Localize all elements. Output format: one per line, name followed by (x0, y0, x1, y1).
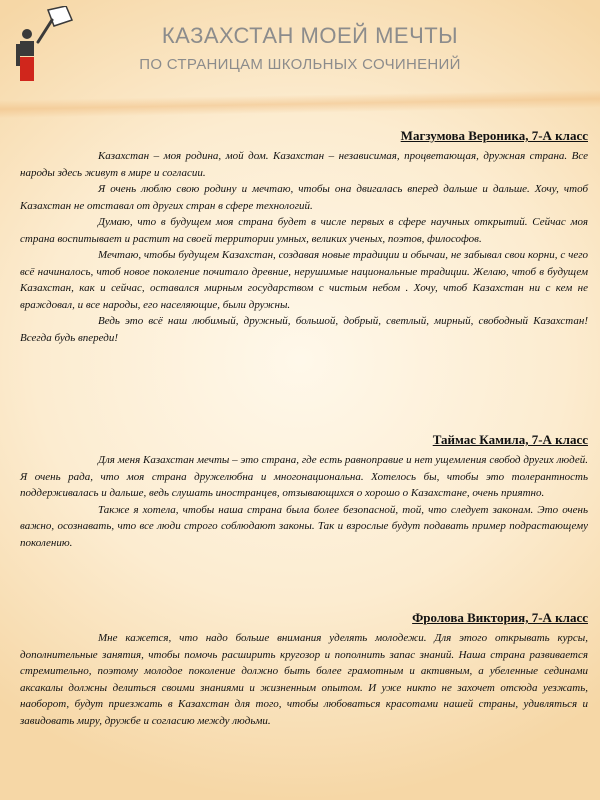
essay-section (20, 128, 588, 346)
essay-author: Таймас Камила, 7-А класс (432, 432, 588, 447)
page-title: КАЗАХСТАН МОЕЙ МЕЧТЫ (161, 23, 459, 48)
essay-author: Магзумова Вероника, 7-А класс (400, 128, 588, 143)
essay-paragraph: Я очень люблю свою родину и мечтаю, чтобы она двигалась вперед дальше и дальше. Хочу, чтоб Казахстан не отставал от других стран в сфере технологий. (20, 183, 588, 212)
page-subtitle: ПО СТРАНИЦАМ ШКОЛЬНЫХ СОЧИНЕНИЙ (139, 56, 461, 73)
essay-paragraph: Мне кажется, что надо больше внимания уделять молодежи. Для этого открывать курсы, дополнительные занятия, чтобы помочь расширить кругозор и пополнить запас знаний. Наша страна развивается стремительно, поэтому молодое поколение должно быть более грамотным и активным, а убеленные сединами аксакалы должны делиться своими знаниями и жизненным опытом. И уже никто не захочет отсюда уезжать, наоборот, будут приезжать в Казахстан для того, чтобы любоваться красотами нашей страны, удивляться и завидовать миру, дружбе и согласию между людьми. (20, 632, 588, 727)
essay-paragraph: Думаю, что в будущем моя страна будет в числе первых в сфере научных открытий. Сейчас моя страна воспитывает и растит на своей территории умных, великих ученых, поэтов, философов. (20, 216, 588, 245)
essay-author: Фролова Виктория, 7-А класс (412, 610, 588, 625)
essay-section (20, 610, 588, 729)
essay-section (20, 432, 588, 551)
essay-paragraph: Казахстан – моя родина, мой дом. Казахстан – независимая, процветающая, дружная страна. Все народы здесь живут в мире и согласии. (20, 150, 588, 179)
signal-flag-figure-icon (8, 6, 80, 86)
essay-paragraph: Ведь это всё наш любимый, дружный, большой, добрый, светлый, мирный, свободный Казахстан! Всегда будь впереди! (20, 315, 588, 344)
essay-paragraph: Для меня Казахстан мечты – это страна, где есть равноправие и нет ущемления свобод других людей. Я очень рада, что моя страна дружелюбна и многонациональна. Хотелось бы, чтобы это толерантность поддерживалась и дальше, ведь слушать иностранцев, отзывающихся о хорошо о Казахстане, очень приятно. (20, 454, 588, 499)
essay-paragraph: Мечтаю, чтобы будущем Казахстан, создавая новые традиции и обычаи, не забывал свои корни, с чего всё начиналось, чтоб новое поколение почитало древние, нерушимые национальные традиции. Желаю, чтоб в будущем Казахстан, как и сейчас, оставался мирным государством с чистым небом . Хочу, чтоб Казахстан ни с кем не враждовал, и все народы, его населяющие, были дружны. (20, 249, 588, 311)
essay-paragraph: Также я хотела, чтобы наша страна была более безопасной, той, что следует законам. Это очень важно, осознавать, что все люди строго соблюдают законы. Так и взрослые будут подавать пример подрастающему поколению. (20, 503, 588, 549)
